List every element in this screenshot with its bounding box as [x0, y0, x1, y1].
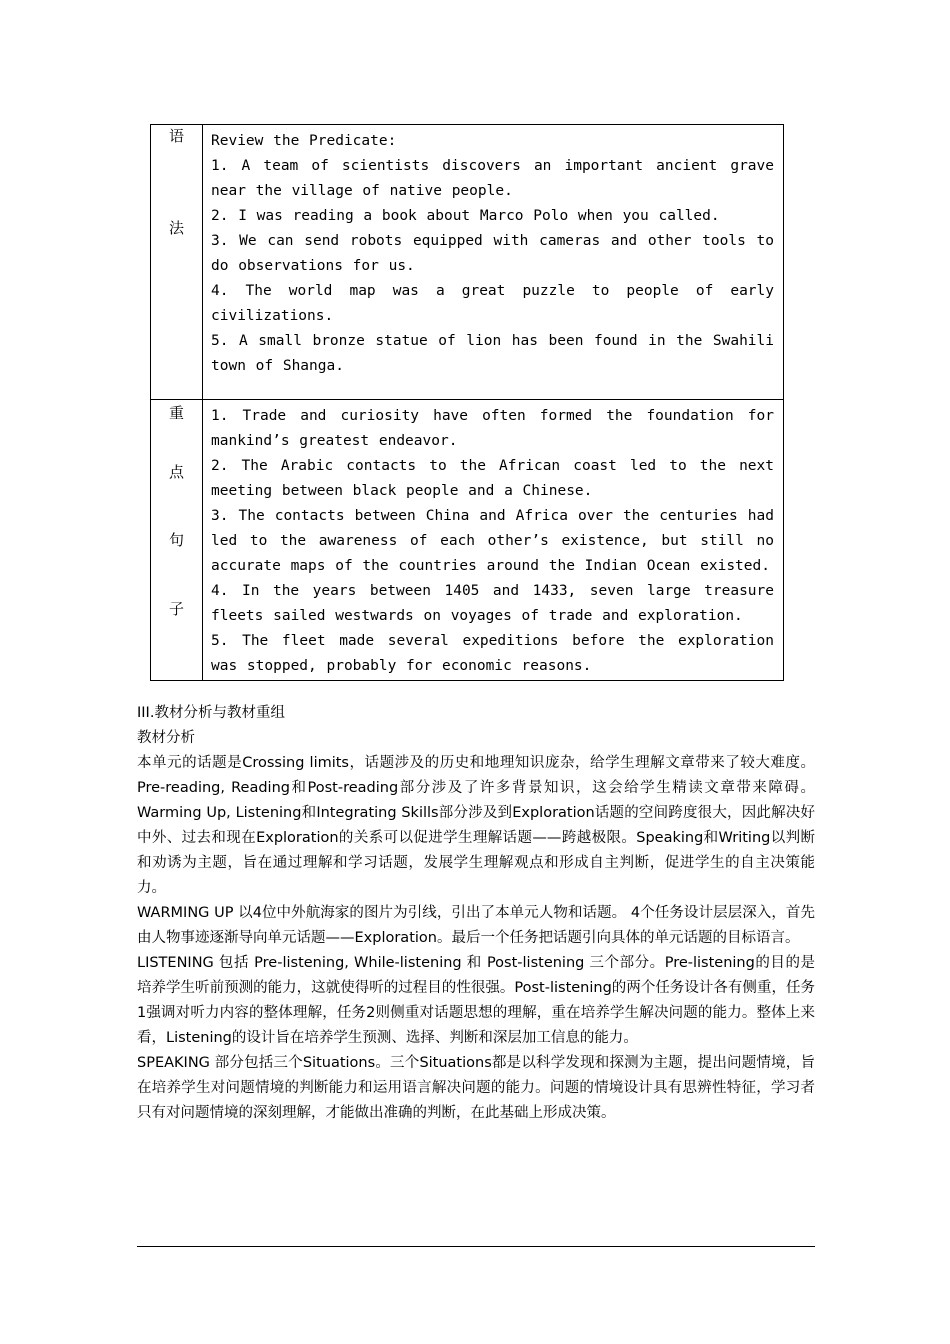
grammar-line: 3. We can send robots equipped with cameras and other tools to do observations for us. [211, 233, 774, 274]
section-title: III.教材分析与教材重组 [137, 705, 285, 721]
grammar-line: 2. I was reading a book about Marco Polo when you called. [211, 208, 720, 224]
key-sentences-row [151, 400, 784, 681]
grammar-label-char: 语 [168, 127, 184, 145]
section-subtitle: 教材分析 [137, 730, 195, 746]
key-sentence-line: 5. The fleet made several expeditions before the exploration was stopped, probably for economic reasons. [211, 633, 774, 674]
analysis-paragraph: LISTENING 包括 Pre-listening, While-listening 和 Post-listening 三个部分。Pre-listening的目的是培养学生听前预测的能力，这就使得听的过程目的性很强。Post-listening的两个任务设计各有侧重，任务1强调对听力内容的整体理解，任务2则侧重对话题思想的理解，重在培养学生解决问题的能力。整体上来看，Listening的设计旨在培养学生预测、选择、判断和深层加工信息的能力。 [137, 955, 815, 1046]
analysis-paragraph: SPEAKING 部分包括三个Situations。三个Situations都是以科学发现和探测为主题，提出问题情境，旨在培养学生对问题情境的判断能力和运用语言解决问题的能力。问题的情境设计具有思辨性特征，学习者只有对问题情境的深刻理解，才能做出准确的判断，在此基础上形成决策。 [137, 1055, 815, 1121]
grammar-label-cell [151, 125, 203, 400]
grammar-content-cell [203, 125, 784, 400]
analysis-paragraph: WARMING UP 以4位中外航海家的图片为引线，引出了本单元人物和话题。 4个任务设计层层深入，首先由人物事迹逐渐导向单元话题——Exploration。最后一个任务把话题引向具体的单元话题的目标语言。 [137, 905, 815, 946]
key-sentences-content-cell [203, 400, 784, 681]
key-sentence-line: 2. The Arabic contacts to the African coast led to the next meeting between black people and a Chinese. [211, 458, 774, 499]
grammar-line: 5. A small bronze statue of lion has been found in the Swahili town of Shanga. [211, 333, 774, 374]
key-sentence-line: 1. Trade and curiosity have often formed the foundation for mankind’s greatest endeavor. [211, 408, 774, 449]
grammar-line: 1. A team of scientists discovers an important ancient grave near the village of native people. [211, 158, 774, 199]
key-sentences-label-char: 点 [168, 463, 184, 481]
key-sentence-line: 4. In the years between 1405 and 1433, seven large treasure fleets sailed westwards on voyages of trade and exploration. [211, 583, 774, 624]
grammar-label-char: 法 [168, 219, 184, 237]
key-sentences-label-char: 句 [168, 531, 184, 549]
footer-divider [137, 1246, 815, 1247]
content-table [150, 124, 784, 681]
key-sentences-label-cell [151, 400, 203, 681]
textbook-analysis-section [137, 701, 815, 1126]
key-sentence-line: 3. The contacts between China and Africa over the centuries had led to the awareness of each other’s existence, but still no accurate maps of the countries around the Indian Ocean existed. [211, 508, 774, 574]
grammar-line: Review the Predicate: [211, 133, 397, 149]
grammar-line: 4. The world map was a great puzzle to people of early civilizations. [211, 283, 774, 324]
key-sentences-label-char: 重 [168, 404, 184, 422]
analysis-paragraph: 本单元的话题是Crossing limits，话题涉及的历史和地理知识庞杂，给学生理解文章带来了较大难度。Pre-reading, Reading和Post-reading部分涉及了许多背景知识，这会给学生精读文章带来障碍。Warming Up, Listening和Integrating Skills部分涉及到Exploration话题的空间跨度很大，因此解决好中外、过去和现在Exploration的关系可以促进学生理解话题——跨越极限。Speaking和Writing以判断和劝诱为主题，旨在通过理解和学习话题，发展学生理解观点和形成自主判断，促进学生的自主决策能力。 [137, 755, 815, 896]
grammar-row [151, 125, 784, 400]
key-sentences-label-char: 子 [168, 600, 184, 618]
